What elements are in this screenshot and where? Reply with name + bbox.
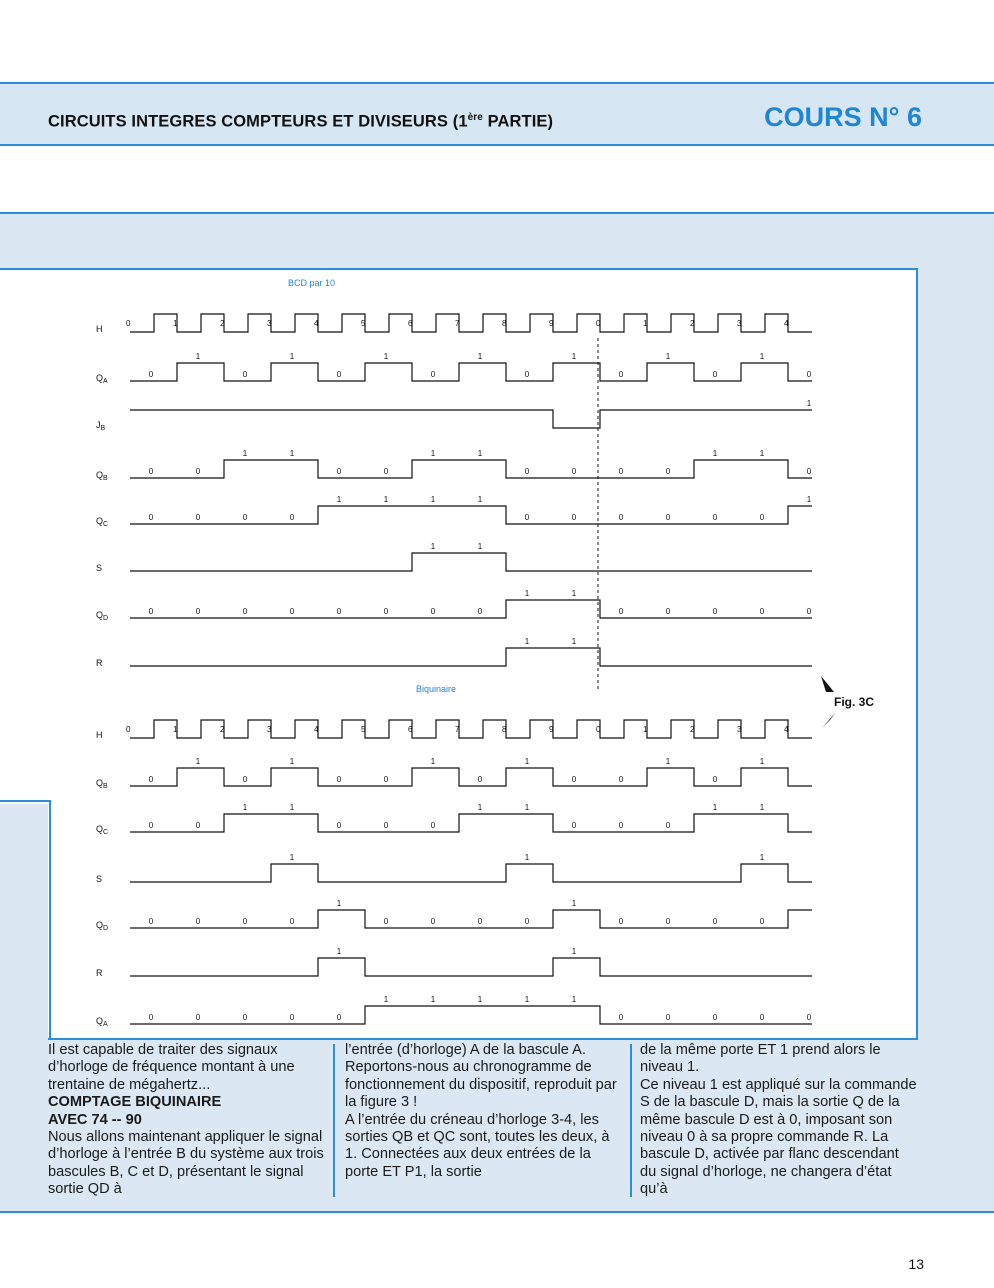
level-label: 1: [477, 352, 483, 361]
level-label: 0: [712, 917, 718, 926]
level-label: 0: [195, 917, 201, 926]
level-label: 0: [618, 775, 624, 784]
level-label: 1: [477, 449, 483, 458]
text-columns: [48, 1042, 918, 1202]
level-label: 0: [336, 370, 342, 379]
clock-label: 5: [361, 725, 366, 734]
signal-name: $Q_D$: [96, 610, 109, 622]
level-label: 0: [665, 467, 671, 476]
level-label: 0: [289, 513, 295, 522]
level-label: 0: [430, 607, 436, 616]
level-label: 1: [336, 947, 342, 956]
level-label: 0: [148, 513, 154, 522]
level-label: 1: [242, 449, 248, 458]
clock-label: 8: [502, 319, 507, 328]
clock-label: 2: [690, 319, 695, 328]
level-label: 1: [242, 803, 248, 812]
signal-name: R: [96, 968, 103, 978]
signal-waveform: [130, 553, 812, 571]
level-label: 0: [148, 1013, 154, 1022]
signal-name: $Q_C$: [96, 824, 109, 836]
level-label: 0: [148, 607, 154, 616]
level-label: 0: [712, 607, 718, 616]
level-label: 1: [712, 449, 718, 458]
column-rule: [630, 1044, 632, 1197]
level-label: 0: [712, 1013, 718, 1022]
figure-label: Fig. 3C: [834, 695, 875, 709]
level-label: 0: [806, 370, 812, 379]
clock-label: 5: [361, 319, 366, 328]
level-label: 0: [665, 513, 671, 522]
level-label: 1: [571, 637, 577, 646]
level-label: 0: [430, 821, 436, 830]
signal-name: H: [96, 324, 103, 334]
level-label: 0: [242, 917, 248, 926]
clock-label: 4: [314, 725, 319, 734]
level-label: 1: [430, 995, 436, 1004]
signal-name: S: [96, 563, 103, 573]
level-label: 1: [289, 853, 295, 862]
paragraph: de la même porte ET 1 prend alors le niveau 1.: [640, 1042, 881, 1076]
signal-waveform: [130, 648, 812, 666]
clock-label: 0: [126, 319, 131, 328]
signal-waveform: [130, 910, 812, 928]
level-label: 0: [571, 821, 577, 830]
clock-label: 2: [690, 725, 695, 734]
level-label: 0: [665, 821, 671, 830]
level-label: 0: [618, 370, 624, 379]
level-label: 1: [195, 352, 201, 361]
signal-name: $Q_A$: [96, 373, 108, 385]
level-label: 0: [336, 1013, 342, 1022]
clock-label: 6: [408, 725, 413, 734]
level-label: 1: [383, 495, 389, 504]
paragraph: A l’entrée du créneau d’horloge 3-4, les sorties QB et QC sont, toutes les deux, à 1. Connectées aux deux entrées de la porte ET P1, la sortie: [345, 1111, 610, 1180]
signal-waveform: [130, 864, 812, 882]
title-superscript: ère: [467, 112, 483, 123]
level-label: 1: [289, 352, 295, 361]
level-label: 0: [618, 467, 624, 476]
clock-label: 9: [549, 319, 554, 328]
level-label: 0: [242, 1013, 248, 1022]
level-label: 1: [289, 449, 295, 458]
level-label: 1: [477, 495, 483, 504]
level-label: 0: [430, 370, 436, 379]
paragraph: Reportons-nous au chronogramme de fonctionnement du dispositif, reproduit par la figure 3 !: [345, 1059, 617, 1111]
signal-name: $J_B$: [96, 420, 106, 432]
level-label: 0: [148, 370, 154, 379]
clock-label: 6: [408, 319, 413, 328]
text-column-2: [345, 1042, 623, 1181]
signal-waveform: [130, 410, 812, 428]
level-label: 1: [759, 757, 765, 766]
level-label: 0: [383, 607, 389, 616]
level-label: 0: [336, 467, 342, 476]
clock-label: 1: [173, 725, 178, 734]
level-label: 1: [571, 352, 577, 361]
level-label: 1: [430, 449, 436, 458]
level-label: 1: [571, 947, 577, 956]
level-label: 0: [665, 607, 671, 616]
level-label: 1: [759, 352, 765, 361]
paragraph: Nous allons maintenant appliquer le signal d’horloge à l’entrée B du système aux trois bascules B, C et D, présentant le signal sortie QD à: [48, 1129, 324, 1198]
level-label: 0: [712, 370, 718, 379]
level-label: 1: [477, 542, 483, 551]
level-label: 1: [759, 853, 765, 862]
clock-label: 4: [784, 319, 789, 328]
level-label: 0: [383, 467, 389, 476]
clock-label: 1: [643, 725, 648, 734]
level-label: 0: [242, 607, 248, 616]
level-label: 1: [524, 995, 530, 1004]
level-label: 0: [195, 607, 201, 616]
level-label: 1: [289, 757, 295, 766]
level-label: 0: [618, 1013, 624, 1022]
mid-caption: Biquinaire: [416, 684, 457, 694]
clock-label: 7: [455, 725, 460, 734]
level-label: 0: [195, 513, 201, 522]
signal-name: $Q_D$: [96, 920, 109, 932]
clock-label: 3: [267, 725, 272, 734]
level-label: 1: [571, 995, 577, 1004]
level-label: 0: [336, 821, 342, 830]
level-label: 0: [289, 1013, 295, 1022]
level-label: 0: [477, 607, 483, 616]
level-label: 1: [477, 995, 483, 1004]
signal-waveform: [130, 460, 812, 478]
signal-waveform: [130, 363, 812, 381]
level-label: 0: [759, 1013, 765, 1022]
level-label: 0: [618, 917, 624, 926]
level-label: 0: [289, 607, 295, 616]
clock-label: 7: [455, 319, 460, 328]
clock-label: 2: [220, 725, 225, 734]
level-label: 1: [665, 352, 671, 361]
level-label: 0: [242, 775, 248, 784]
bottom-chronogram: [96, 720, 812, 1028]
clock-label: 0: [596, 725, 601, 734]
level-label: 1: [336, 899, 342, 908]
top-chronogram: [96, 314, 812, 668]
paragraph: l’entrée (d’horloge) A de la bascule A.: [345, 1042, 586, 1058]
clock-label: 2: [220, 319, 225, 328]
level-label: 1: [195, 757, 201, 766]
clock-waveform: [130, 720, 812, 738]
top-caption: BCD par 10: [288, 278, 336, 288]
column-rule: [333, 1044, 335, 1197]
level-label: 0: [148, 821, 154, 830]
signal-waveform: [130, 1006, 812, 1024]
level-label: 1: [430, 495, 436, 504]
level-label: 1: [712, 803, 718, 812]
level-label: 0: [618, 513, 624, 522]
level-label: 0: [524, 513, 530, 522]
level-label: 0: [195, 1013, 201, 1022]
level-label: 0: [383, 775, 389, 784]
level-label: 1: [524, 637, 530, 646]
clock-label: 4: [314, 319, 319, 328]
level-label: 0: [195, 467, 201, 476]
level-label: 0: [759, 513, 765, 522]
figure-arrow-up: [821, 676, 834, 692]
level-label: 1: [336, 495, 342, 504]
level-label: 1: [806, 399, 812, 408]
signal-waveform: [130, 768, 812, 786]
level-label: 0: [806, 467, 812, 476]
clock-label: 3: [267, 319, 272, 328]
section-heading-1: COMPTAGE BIQUINAIRE: [48, 1094, 222, 1111]
clock-label: 4: [784, 725, 789, 734]
level-label: 1: [524, 589, 530, 598]
level-label: 0: [430, 917, 436, 926]
level-label: 0: [195, 821, 201, 830]
title-end: PARTIE): [482, 112, 554, 131]
text-column-1: [48, 1042, 326, 1199]
signal-name: $Q_A$: [96, 1016, 108, 1028]
level-label: 0: [618, 821, 624, 830]
text-column-3: [640, 1042, 918, 1199]
clock-label: 8: [502, 725, 507, 734]
signal-waveform: [130, 600, 812, 618]
level-label: 0: [148, 775, 154, 784]
level-label: 1: [665, 757, 671, 766]
level-label: 0: [571, 513, 577, 522]
signal-waveform: [130, 958, 812, 976]
paragraph: Ce niveau 1 est appliqué sur la commande S de la bascule D, mais la sortie Q de la même bascule D est à 0, imposant son niveau 0 à sa propre commande R. La bascule D, activée par flanc descendant du signal d’horloge, ne changera d’état qu’à: [640, 1076, 917, 1198]
clock-label: 0: [596, 319, 601, 328]
level-label: 1: [759, 803, 765, 812]
level-label: 0: [477, 917, 483, 926]
clock-label: 3: [737, 725, 742, 734]
clock-waveform: [130, 314, 812, 332]
level-label: 0: [712, 775, 718, 784]
level-label: 1: [430, 542, 436, 551]
level-label: 0: [806, 1013, 812, 1022]
level-label: 1: [524, 803, 530, 812]
level-label: 0: [618, 607, 624, 616]
level-label: 1: [383, 995, 389, 1004]
clock-label: 1: [643, 319, 648, 328]
level-label: 0: [383, 821, 389, 830]
signal-waveform: [130, 814, 812, 832]
level-label: 0: [524, 467, 530, 476]
level-label: 0: [336, 607, 342, 616]
signal-name: S: [96, 874, 103, 884]
level-label: 0: [242, 513, 248, 522]
level-label: 0: [806, 607, 812, 616]
level-label: 1: [524, 853, 530, 862]
level-label: 0: [759, 917, 765, 926]
level-label: 1: [571, 899, 577, 908]
level-label: 0: [336, 775, 342, 784]
clock-label: 1: [173, 319, 178, 328]
figure-arrow-down: [822, 712, 836, 728]
level-label: 0: [712, 513, 718, 522]
level-label: 1: [806, 495, 812, 504]
level-label: 1: [759, 449, 765, 458]
level-label: 0: [665, 917, 671, 926]
section-heading-2: AVEC 74 -- 90: [48, 1111, 142, 1128]
level-label: 0: [571, 467, 577, 476]
level-label: 0: [148, 467, 154, 476]
level-label: 1: [571, 589, 577, 598]
course-number: COURS N° 6: [764, 102, 922, 132]
level-label: 1: [430, 757, 436, 766]
clock-label: 0: [126, 725, 131, 734]
level-label: 1: [289, 803, 295, 812]
page-number: 13: [908, 1256, 924, 1272]
level-label: 0: [242, 370, 248, 379]
level-label: 0: [148, 917, 154, 926]
signal-name: $Q_B$: [96, 778, 108, 790]
level-label: 0: [759, 607, 765, 616]
paragraph: Il est capable de traiter des signaux d’horloge de fréquence montant à une trentaine de mégahertz...: [48, 1042, 295, 1093]
level-label: 0: [524, 370, 530, 379]
level-label: 0: [524, 917, 530, 926]
signal-name: H: [96, 730, 103, 740]
level-label: 0: [665, 1013, 671, 1022]
level-label: 1: [383, 352, 389, 361]
signal-name: R: [96, 658, 103, 668]
title-main: CIRCUITS INTEGRES COMPTEURS ET DIVISEURS (1: [48, 112, 468, 131]
level-label: 0: [477, 775, 483, 784]
clock-label: 9: [549, 725, 554, 734]
level-label: 0: [571, 775, 577, 784]
signal-waveform: [130, 506, 812, 524]
signal-name: $Q_C$: [96, 516, 109, 528]
level-label: 1: [477, 803, 483, 812]
level-label: 0: [289, 917, 295, 926]
clock-label: 3: [737, 319, 742, 328]
signal-name: $Q_B$: [96, 470, 108, 482]
level-label: 1: [524, 757, 530, 766]
level-label: 0: [383, 917, 389, 926]
